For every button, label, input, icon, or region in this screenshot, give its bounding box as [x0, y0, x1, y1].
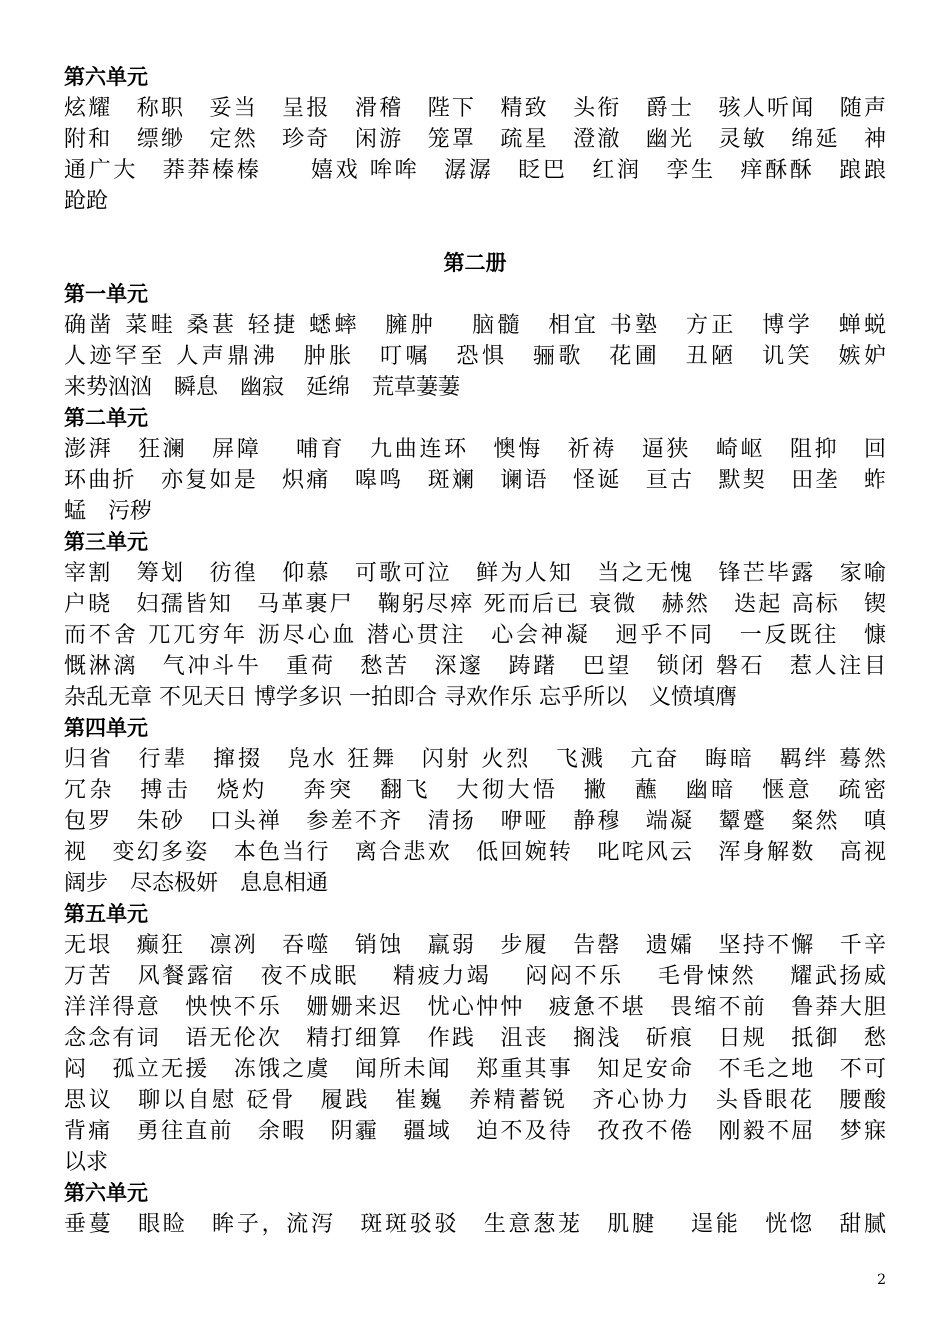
document-body: [64, 62, 886, 1240]
vocabulary-line: 思议 聊以自慰 砭骨 履践 崔巍 养精蓄锐 齐心协力 头昏眼花 腰酸: [64, 1088, 886, 1113]
unit-heading: 第四单元: [64, 716, 148, 740]
vocabulary-line: 通广大 莽莽榛榛 嬉戏 哞哞 潺潺 眨巴 红润 孪生 痒酥酥 踉踉: [64, 158, 886, 183]
vocabulary-line: 背痛 勇往直前 余暇 阴霾 疆域 迫不及待 孜孜不倦 刚毅不屈 梦寐: [64, 1119, 886, 1144]
vocabulary-line: 而不舍 兀兀穷年 沥尽心血 潜心贯注 心会神凝 迥乎不同 一反既往 慷: [64, 623, 886, 648]
page-number: 2: [877, 1272, 886, 1288]
unit-heading: 第三单元: [64, 530, 148, 554]
vocabulary-line: 蜢 污秽: [64, 499, 153, 524]
vocabulary-line: 以求: [64, 1150, 109, 1175]
unit-heading: 第一单元: [64, 282, 148, 306]
vocabulary-line: 万苦 风餐露宿 夜不成眠 精疲力竭 闷闷不乐 毛骨悚然 耀武扬威: [64, 964, 886, 989]
vocabulary-line: 无垠 癫狂 凛冽 吞噬 销蚀 羸弱 步履 告罄 遗孀 坚持不懈 千辛: [64, 933, 886, 958]
volume-title: 第二册: [443, 251, 507, 275]
unit-heading: 第六单元: [64, 1181, 148, 1205]
vocabulary-line: 环曲折 亦复如是 炽痛 嗥鸣 斑斓 谰语 怪诞 亘古 默契 田垄 蚱: [64, 468, 886, 493]
vocabulary-line: 跄跄: [64, 189, 109, 214]
vocabulary-line: 归省 行辈 撺掇 凫水 狂舞 闪射 火烈 飞溅 亢奋 晦暗 羁绊 蓦然: [64, 747, 886, 772]
vocabulary-line: 闷 孤立无援 冻饿之虞 闻所未闻 郑重其事 知足安命 不毛之地 不可: [64, 1057, 886, 1082]
blank-line: [64, 217, 886, 248]
vocabulary-line: 阔步 尽态极妍 息息相通: [64, 871, 329, 896]
unit-heading: 第六单元: [64, 65, 148, 89]
vocabulary-line: 杂乱无章 不见天日 博学多识 一拍即合 寻欢作乐 忘乎所以 义愤填膺: [64, 685, 737, 710]
vocabulary-line: 澎湃 狂澜 屏障 哺育 九曲连环 懊悔 祈祷 逼狭 崎岖 阻抑 回: [64, 437, 886, 462]
vocabulary-line: 垂蔓 眼睑 眸子，流泻 斑斑驳驳 生意葱茏 肌腱 逞能 恍惚 甜腻: [64, 1212, 886, 1237]
vocabulary-line: 慨淋漓 气冲斗牛 重荷 愁苦 深邃 踌躇 巴望 锁闭 磐石 惹人注目: [64, 654, 886, 679]
vocabulary-line: 人迹罕至 人声鼎沸 肿胀 叮嘱 恐惧 骊歌 花圃 丑陋 讥笑 嫉妒: [64, 344, 886, 369]
vocabulary-line: 洋洋得意 怏怏不乐 姗姗来迟 忧心忡忡 疲惫不堪 畏缩不前 鲁莽大胆: [64, 995, 886, 1020]
vocabulary-line: 冗杂 搏击 烧灼 奔突 翻飞 大彻大悟 撇 蘸 幽暗 惬意 疏密: [64, 778, 886, 803]
vocabulary-line: 包罗 朱砂 口头禅 参差不齐 清扬 咿哑 静穆 端凝 颦蹙 粲然 嗔: [64, 809, 886, 834]
vocabulary-line: 确凿 菜畦 桑葚 轻捷 蟋蟀 臃肿 脑髓 相宜 书塾 方正 博学 蝉蜕: [64, 313, 886, 338]
vocabulary-line: 户晓 妇孺皆知 马革裹尸 鞠躬尽瘁 死而后已 衰微 赫然 迭起 高标 锲: [64, 592, 886, 617]
vocabulary-line: 视 变幻多姿 本色当行 离合悲欢 低回婉转 叱咤风云 浑身解数 高视: [64, 840, 886, 865]
vocabulary-line: 念念有词 语无伦次 精打细算 作践 沮丧 搁浅 斫痕 日规 抵御 愁: [64, 1026, 886, 1051]
unit-heading: 第二单元: [64, 406, 148, 430]
vocabulary-line: 附和 缥缈 定然 珍奇 闲游 笼罩 疏星 澄澈 幽光 灵敏 绵延 神: [64, 127, 886, 152]
unit-heading: 第五单元: [64, 902, 148, 926]
vocabulary-line: 来势汹汹 瞬息 幽寂 延绵 荒草萋萋: [64, 375, 461, 400]
vocabulary-line: 宰割 筹划 彷徨 仰慕 可歌可泣 鲜为人知 当之无愧 锋芒毕露 家喻: [64, 561, 886, 586]
vocabulary-line: 炫耀 称职 妥当 呈报 滑稽 陛下 精致 头衔 爵士 骇人听闻 随声: [64, 96, 886, 121]
